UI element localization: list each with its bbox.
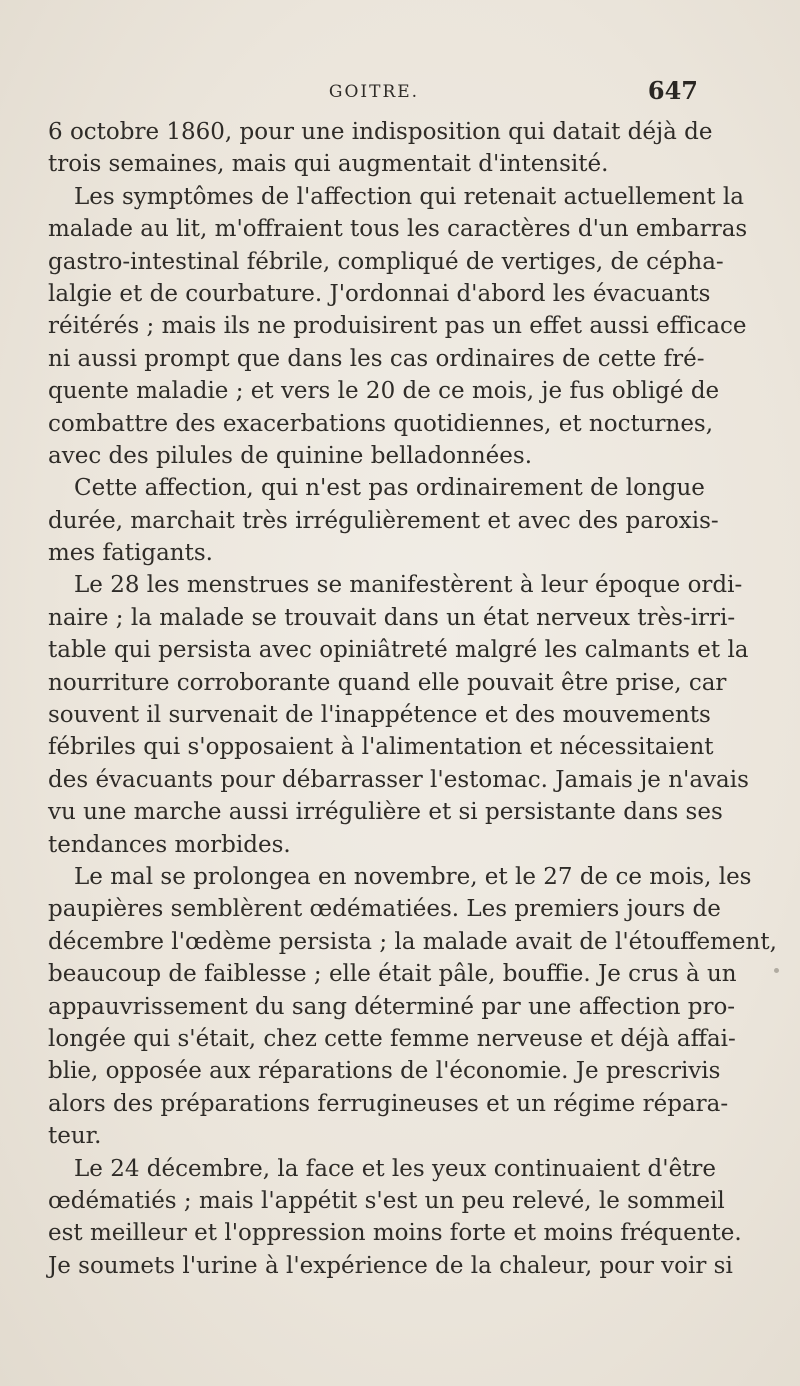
text-line: des évacuants pour débarrasser l'estomac. Jamais je n'avais (48, 766, 749, 793)
text-line: naire ; la malade se trouvait dans un état nerveux très-irri- (48, 604, 736, 631)
page-header (48, 74, 700, 114)
text-line: décembre l'œdème persista ; la malade avait de l'étouffement, (48, 928, 777, 955)
text-line: durée, marchait très irrégulièrement et avec des paroxis- (48, 507, 719, 534)
text-line: est meilleur et l'oppression moins forte et moins fréquente. (48, 1220, 742, 1247)
text-line: combattre des exacerbations quotidiennes, et nocturnes, (48, 410, 714, 437)
text-line: tendances morbides. (48, 831, 291, 858)
text-line: fébriles qui s'opposaient à l'alimentation et nécessitaient (48, 734, 714, 761)
text-line: souvent il survenait de l'inappétence et des mouvements (48, 702, 711, 729)
text-line: appauvrissement du sang déterminé par une affection pro- (48, 993, 736, 1020)
text-line: Le mal se prolongea en novembre, et le 27 de ce mois, les (74, 863, 752, 890)
text-line: Je soumets l'urine à l'expérience de la chaleur, pour voir si (48, 1252, 733, 1279)
body-text (48, 116, 777, 1282)
text-line: avec des pilules de quinine belladonnées. (48, 442, 533, 469)
text-line: gastro-intestinal fébrile, compliqué de vertiges, de cépha- (48, 248, 724, 275)
text-line: Le 24 décembre, la face et les yeux continuaient d'être (74, 1155, 717, 1182)
text-line: lalgie et de courbature. J'ordonnai d'abord les évacuants (48, 280, 711, 307)
text-line: beaucoup de faiblesse ; elle était pâle, bouffie. Je crus à un (48, 961, 737, 988)
text-line: alors des préparations ferrugineuses et un régime répara- (48, 1090, 729, 1117)
text-line: teur. (48, 1123, 102, 1150)
paper-speck (774, 968, 779, 973)
text-line: trois semaines, mais qui augmentait d'intensité. (48, 151, 609, 178)
text-line: quente maladie ; et vers le 20 de ce mois, je fus obligé de (48, 378, 720, 405)
text-line: paupières semblèrent œdématiées. Les premiers jours de (48, 896, 721, 923)
text-line: Les symptômes de l'affection qui retenait actuellement la (74, 183, 744, 210)
text-line: 6 octobre 1860, pour une indisposition qui datait déjà de (48, 119, 713, 145)
text-line: table qui persista avec opiniâtreté malgré les calmants et la (48, 637, 749, 664)
text-line: Le 28 les menstrues se manifestèrent à leur époque ordi- (74, 572, 743, 599)
text-line: œdématiés ; mais l'appétit s'est un peu relevé, le sommeil (48, 1187, 725, 1214)
running-head: GOITRE. (328, 82, 420, 102)
text-line: ni aussi prompt que dans les cas ordinaires de cette fré- (48, 345, 705, 372)
text-line: mes fatigants. (48, 540, 213, 567)
text-line: blie, opposée aux réparations de l'économie. Je prescrivis (48, 1058, 721, 1085)
text-line: Cette affection, qui n'est pas ordinairement de longue (74, 475, 705, 502)
text-line: vu une marche aussi irrégulière et si persistante dans ses (48, 799, 723, 826)
text-line: nourriture corroborante quand elle pouvait être prise, car (48, 669, 727, 696)
text-line: malade au lit, m'offraient tous les caractères d'un embarras (48, 216, 748, 243)
page-number: 647 (647, 76, 698, 105)
text-line: longée qui s'était, chez cette femme nerveuse et déjà affai- (48, 1025, 736, 1052)
text-line: réitérés ; mais ils ne produisirent pas un effet aussi efficace (48, 313, 747, 340)
